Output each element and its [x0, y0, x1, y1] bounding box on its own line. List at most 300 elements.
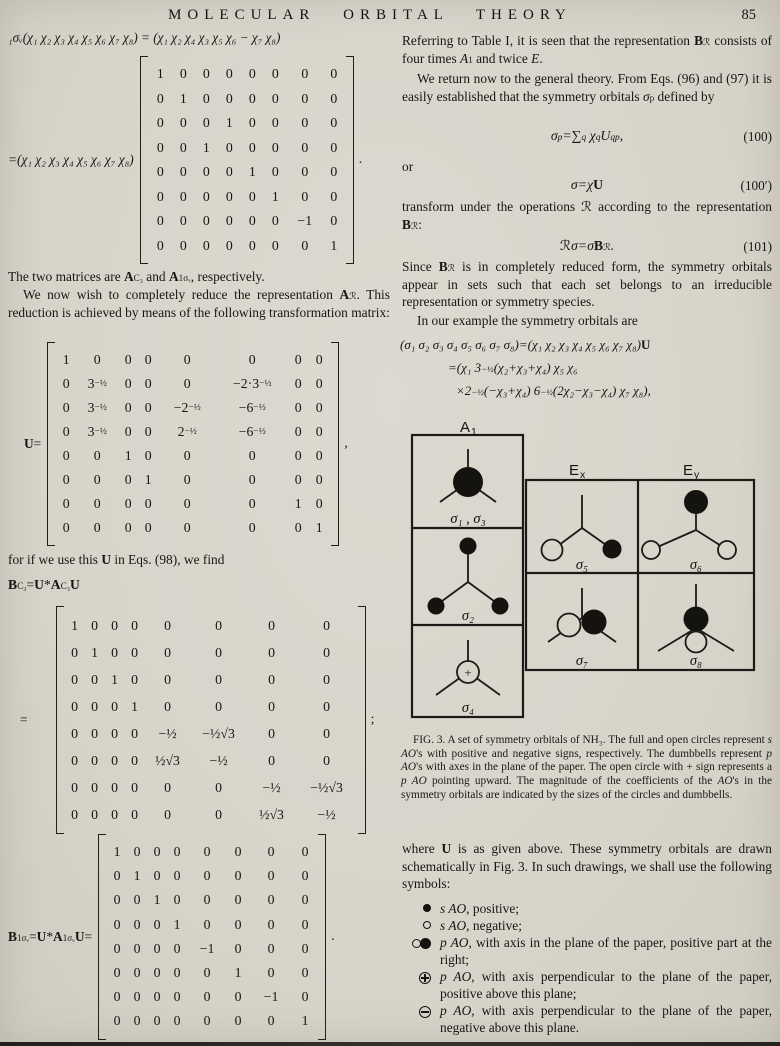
matrix-cell: 0: [131, 644, 139, 660]
matrix-cell: 0: [131, 617, 139, 633]
matrix-cell: 0: [202, 164, 210, 180]
matrix-cell: 0: [271, 213, 279, 229]
matrix-cell: 0: [323, 617, 331, 633]
orbital-sigma2: [428, 538, 509, 615]
equation-matrix-u: [24, 342, 348, 546]
matrix-cell: 0: [323, 644, 331, 660]
filled-circle: [684, 490, 708, 514]
open-circle: [542, 540, 563, 561]
matrix-cell: 0: [124, 496, 132, 511]
matrix-cell: 0: [202, 66, 210, 82]
label-sigma4: σ₄: [461, 700, 475, 716]
matrix-cell: 0: [71, 644, 79, 660]
orbital-sigma6: [642, 490, 736, 559]
matrix-cell: 0: [301, 115, 309, 131]
matrix-cell: 0: [330, 139, 338, 155]
open-circle: [558, 614, 581, 637]
equation-symmetry-orbitals-line3: $\times 2^{-\frac{1}{2}}(-\chi_3+\chi_4)$ $6^{-\frac{1}{2}}(2\chi_2-\chi_3-\chi_4)$ χ₇ χ₈),: [456, 383, 651, 398]
matrix-cell: 0: [173, 965, 181, 981]
matrix-cell: 0: [179, 115, 187, 131]
matrix-cell: 0: [225, 188, 233, 204]
matrix-cell: 0: [164, 806, 172, 822]
equation-101-number: (101): [743, 239, 772, 254]
matrix-cell: 0: [111, 806, 119, 822]
matrix-cell: 0: [164, 779, 172, 795]
matrix-cell: 0: [301, 188, 309, 204]
matrix-cell: 0: [153, 868, 161, 884]
open-circle: [718, 541, 736, 559]
matrix-cell: 0: [131, 725, 139, 741]
matrix-cell: 0: [271, 115, 279, 131]
matrix-punctuation: ;: [370, 712, 375, 727]
matrix-cell: 0: [215, 644, 223, 660]
matrix-cell: −½: [158, 725, 177, 741]
equation-sigma-v-permutation: ₁σᵥ(χ₁ χ₂ χ₃ χ₄ χ₅ χ₆ χ₇ χ₈) = (χ₁ χ₂ χ₄ χ₃ χ₅ χ₆ − χ₇ χ₈): [8, 30, 281, 45]
scan-edge-shadow: [0, 1042, 780, 1046]
matrix-cell: 0: [294, 520, 302, 535]
matrix-cell: 0: [93, 352, 101, 367]
matrix-cell: 0: [271, 139, 279, 155]
matrix-cell: 0: [203, 892, 211, 908]
matrix-cell: 0: [71, 806, 79, 822]
matrix-cell: 0: [301, 139, 309, 155]
matrix-cell: 0: [179, 66, 187, 82]
matrix-punctuation: .: [331, 928, 335, 944]
p-ao-perp-positive-icon: [419, 972, 431, 984]
matrix-cell: 0: [215, 806, 223, 822]
matrix-cell: 0: [179, 213, 187, 229]
matrix-cell: 0: [248, 496, 256, 511]
matrix-cell: 0: [62, 376, 70, 391]
line-for-if-we-use: for if we use this U in Eqs. (98), we find: [8, 552, 225, 567]
matrix-cell: 0: [271, 164, 279, 180]
matrix-cell: 0: [315, 352, 323, 367]
matrix-cell: −2·3 −½: [232, 376, 272, 391]
matrix-cell: 0: [164, 617, 172, 633]
matrix-row-vector-prefix: =(χ₁ χ₂ χ₃ χ₄ χ₅ χ₆ χ₇ χ₈): [8, 152, 134, 167]
matrix-cell: 0: [248, 188, 256, 204]
figure-3-caption: FIG. 3. A set of symmetry orbitals of NH₃. The full and open circles represent s AO's with positive and negative signs, respectively. The dumbbells represent p AO's with axes in the plane of the paper. The open circle with + sign represents a p AO pointing upward. The magnitude of the coefficients of the AO's in the symmetry orbitals are indicated by the sizes of the circles and dumbbells.: [401, 734, 773, 801]
matrix-cell: 0: [215, 617, 223, 633]
matrix-cell: 0: [202, 213, 210, 229]
label-sigma6: σ₆: [689, 557, 703, 573]
matrix-cell: ½√3: [155, 752, 180, 768]
matrix-cell: 0: [294, 400, 302, 415]
orbital-sigma8: [658, 584, 734, 653]
matrix-cell: 0: [248, 115, 256, 131]
equals-sign: =: [20, 712, 28, 727]
filled-circle: [603, 540, 622, 559]
matrix-cell: 0: [133, 1013, 141, 1029]
paragraph-reduce-representation: We now wish to completely reduce the representation $A_ℛ$. This reduction is achieved by means of the following transformation matrix:: [8, 287, 390, 320]
ex-column-header: E: [569, 462, 580, 479]
list-item: [402, 968, 772, 1002]
word-or: or: [402, 159, 414, 174]
matrix-cell: 0: [330, 188, 338, 204]
matrix-cell: 0: [93, 520, 101, 535]
matrix-cell: 3 −½: [87, 424, 107, 439]
ex-column-header-sub: x: [580, 469, 586, 481]
matrix-cell: 0: [91, 617, 99, 633]
matrix-cell: 0: [330, 115, 338, 131]
matrix-cell: 0: [91, 806, 99, 822]
label-sigma5: σ₅: [575, 557, 589, 573]
matrix-cell: 0: [323, 725, 331, 741]
matrix-cell: 0: [91, 779, 99, 795]
matrix-cell: −1: [199, 940, 215, 956]
matrix-cell: 0: [71, 698, 79, 714]
matrix-cell: 0: [133, 989, 141, 1005]
matrix-cell: 0: [144, 496, 152, 511]
matrix-cell: 0: [91, 752, 99, 768]
matrix-cell: 0: [202, 188, 210, 204]
filled-circle: [492, 598, 509, 615]
matrix-cell: 0: [113, 892, 121, 908]
matrix-cell: 0: [248, 520, 256, 535]
matrix-cell: 0: [203, 916, 211, 932]
matrix-cell: 0: [62, 400, 70, 415]
symbol-label: s AO, negative;: [440, 918, 522, 933]
list-item: [402, 917, 772, 934]
label-sigma8: σ₈: [689, 653, 703, 669]
matrix-cell: 0: [248, 448, 256, 463]
matrix-cell: 0: [93, 448, 101, 463]
matrix-cell: 0: [248, 237, 256, 253]
matrix-cell: 0: [131, 671, 139, 687]
matrix-cell: 0: [315, 472, 323, 487]
matrix-a1sigmav: [140, 56, 354, 264]
matrix-cell: 0: [179, 139, 187, 155]
matrix-cell: 1: [330, 237, 338, 253]
matrix-cell: 1: [91, 644, 99, 660]
matrix-cell: 0: [131, 752, 139, 768]
matrix-cell: 0: [202, 115, 210, 131]
matrix-cell: 0: [153, 940, 161, 956]
matrix-cell: 0: [267, 892, 275, 908]
matrix-cell: 0: [179, 237, 187, 253]
matrix-cell: 0: [179, 164, 187, 180]
matrix-cell: 0: [315, 400, 323, 415]
matrix-cell: 0: [164, 698, 172, 714]
figure-3-drawing: [400, 420, 772, 732]
matrix-cell: 0: [330, 90, 338, 106]
matrix-cell: 0: [93, 496, 101, 511]
matrix-cell: 0: [234, 916, 242, 932]
open-circle: [642, 541, 660, 559]
equation-bc3-definition: $B_{C_3}=U*A_{C_3}U$: [8, 577, 80, 592]
matrix-cell: 2 −½: [177, 424, 197, 439]
matrix-cell: 0: [248, 139, 256, 155]
matrix-cell: 0: [301, 892, 309, 908]
s-ao-positive-icon: [423, 904, 431, 912]
matrix-cell: 0: [144, 352, 152, 367]
filled-circle: [582, 610, 607, 635]
matrix-cell: 0: [133, 965, 141, 981]
equation-100: [402, 128, 772, 144]
matrix-cell: 0: [93, 472, 101, 487]
matrix-cell: 0: [301, 66, 309, 82]
matrix-cell: −2 −½: [173, 400, 201, 415]
matrix-bc3: [56, 606, 366, 834]
label-sigma7: σ₇: [575, 653, 589, 669]
matrix-cell: 0: [124, 352, 132, 367]
matrix-cell: 0: [203, 1013, 211, 1029]
orbital-sigma5: [542, 495, 622, 561]
matrix-cell: 0: [248, 352, 256, 367]
matrix-cell: 0: [215, 698, 223, 714]
matrix-cell: 0: [301, 965, 309, 981]
orbital-sigma1-sigma3: [440, 449, 496, 502]
matrix-cell: 3 −½: [87, 376, 107, 391]
matrix-cell: 0: [203, 965, 211, 981]
paragraph-since-reduced-form: Since $B_ℛ$ is in completely reduced form, the symmetry orbitals appear in sets such that each set belongs to an irreducible representation or symmetry species.: [402, 259, 772, 310]
matrix-cell: 1: [315, 520, 323, 535]
equation-symmetry-orbitals-line2: =(χ₁ $3^{-\frac{1}{2}}(\chi_2+\chi_3+\chi_4)$ χ₅ χ₆: [448, 360, 578, 375]
matrix-cell: 0: [294, 352, 302, 367]
symbol-label: p AO, with axis in the plane of the paper, positive part at the right;: [440, 935, 772, 967]
a1-column-header: A: [460, 420, 471, 436]
matrix-cell: 0: [225, 139, 233, 155]
matrix-cell: 0: [71, 779, 79, 795]
matrix-cell: 0: [156, 90, 164, 106]
matrix-cell: 0: [113, 940, 121, 956]
matrix-cell: 0: [271, 90, 279, 106]
matrix-cell: 0: [91, 725, 99, 741]
matrix-cell: 1: [173, 916, 181, 932]
matrix-cell: 0: [156, 237, 164, 253]
paragraph-in-our-example: In our example the symmetry orbitals are: [417, 313, 638, 328]
open-circle: [686, 632, 707, 653]
matrix-cell: 0: [113, 868, 121, 884]
matrix-cell: 0: [315, 376, 323, 391]
matrix-cell: 0: [301, 90, 309, 106]
matrix-cell: 0: [173, 989, 181, 1005]
matrix-cell: 0: [268, 644, 276, 660]
matrix-cell: 0: [133, 844, 141, 860]
matrix-cell: 1: [133, 868, 141, 884]
equation-matrix-b1sigmav: [8, 834, 335, 1040]
equation-matrix-a1sigmav: [8, 56, 362, 264]
matrix-cell: 0: [156, 164, 164, 180]
matrix-cell: 0: [248, 213, 256, 229]
a1-column-header-sub: 1: [471, 426, 477, 438]
paragraph-referring-table1: Referring to Table I, it is seen that the representation $B_ℛ$ consists of four times $A_1$ and twice E.: [402, 33, 772, 66]
equation-100-body: $\sigma_p=\sum_q$ $\chi_qU_{qp}$,: [550, 128, 624, 143]
matrix-cell: 0: [234, 1013, 242, 1029]
matrix-cell: 0: [153, 965, 161, 981]
matrix-cell: 0: [113, 965, 121, 981]
matrix-cell: 0: [234, 892, 242, 908]
matrix-u: [47, 342, 339, 546]
equation-100-prime-number: (100′): [740, 178, 772, 193]
matrix-cell: 0: [202, 90, 210, 106]
matrix-cell: 0: [124, 376, 132, 391]
matrix-cell: 0: [124, 400, 132, 415]
matrix-cell: ½√3: [259, 806, 284, 822]
plus-sign: +: [464, 665, 472, 680]
matrix-cell: 0: [111, 752, 119, 768]
matrix-cell: 0: [173, 844, 181, 860]
matrix-cell: 0: [183, 448, 191, 463]
matrix-cell: 0: [179, 188, 187, 204]
matrix-cell: 0: [183, 352, 191, 367]
matrix-cell: 0: [315, 448, 323, 463]
matrix-cell: 0: [315, 496, 323, 511]
matrix-cell: 0: [294, 424, 302, 439]
matrix-cell: 0: [294, 472, 302, 487]
matrix-cell: 0: [164, 644, 172, 660]
matrix-cell: 0: [164, 671, 172, 687]
matrix-cell: 0: [111, 698, 119, 714]
equation-symmetry-orbitals-line1: (σ₁ σ₂ σ₃ σ₄ σ₅ σ₆ σ₇ σ₈)=(χ₁ χ₂ χ₃ χ₄ χ₅ χ₆ χ₇ χ₈)U: [400, 337, 651, 352]
matrix-cell: −½: [317, 806, 336, 822]
matrix-cell: 1: [144, 472, 152, 487]
equation-matrix-bc3: [20, 606, 374, 834]
matrix-cell: 0: [183, 496, 191, 511]
matrix-cell: 0: [315, 424, 323, 439]
matrix-cell: 0: [111, 644, 119, 660]
matrix-cell: 0: [267, 940, 275, 956]
matrix-cell: 1: [156, 66, 164, 82]
matrix-cell: 0: [153, 916, 161, 932]
matrix-cell: 0: [234, 868, 242, 884]
matrix-cell: 0: [330, 66, 338, 82]
ey-column-header: E: [683, 462, 694, 479]
matrix-b1sigmav-label: $B_{1\sigma ᵥ}=U*A_{1\sigma ᵥ}U=$: [8, 928, 93, 944]
equation-100-number: (100): [743, 129, 772, 144]
matrix-cell: 0: [91, 671, 99, 687]
matrix-cell: 0: [268, 671, 276, 687]
matrix-cell: 1: [234, 965, 242, 981]
figure-3: [400, 420, 772, 732]
matrix-cell: 1: [248, 164, 256, 180]
matrix-cell: 1: [225, 115, 233, 131]
matrix-cell: 0: [271, 237, 279, 253]
matrix-b1sigmav: [98, 834, 326, 1040]
matrix-cell: 0: [267, 844, 275, 860]
matrix-cell: 0: [153, 844, 161, 860]
matrix-cell: 1: [202, 139, 210, 155]
matrix-cell: 0: [225, 90, 233, 106]
matrix-cell: 0: [111, 779, 119, 795]
matrix-cell: 0: [153, 1013, 161, 1029]
matrix-cell: 0: [71, 752, 79, 768]
matrix-cell: 0: [202, 237, 210, 253]
paragraph-two-matrices: The two matrices are $A_{C_3}$ and $A_{1\sigma ᵥ}$, respectively.: [8, 269, 265, 284]
p-ao-in-plane-icon: [412, 938, 431, 949]
matrix-cell: 0: [248, 90, 256, 106]
matrix-cell: −6 −½: [238, 424, 266, 439]
label-sigma1-sigma3: σ₁ , σ₃: [450, 511, 486, 527]
matrix-cell: 0: [71, 725, 79, 741]
matrix-cell: 0: [173, 940, 181, 956]
matrix-cell: 0: [156, 213, 164, 229]
symbol-label: p AO, with axis perpendicular to the plane of the paper, negative above this plane.: [440, 1003, 773, 1035]
matrix-cell: 0: [323, 698, 331, 714]
matrix-cell: 0: [234, 940, 242, 956]
matrix-cell: 0: [301, 237, 309, 253]
orbital-sigma7: [548, 588, 616, 642]
matrix-cell: 0: [133, 940, 141, 956]
matrix-cell: 0: [133, 916, 141, 932]
matrix-punctuation: ,: [344, 436, 348, 451]
matrix-cell: 0: [267, 965, 275, 981]
matrix-cell: 0: [62, 424, 70, 439]
paragraph-return-general-theory: We return now to the general theory. From Eqs. (96) and (97) it is easily established that the symmetry orbitals $\sigma_p$ defined by: [402, 71, 772, 104]
matrix-cell: 0: [111, 617, 119, 633]
matrix-cell: 0: [131, 806, 139, 822]
matrix-cell: −1: [263, 989, 279, 1005]
matrix-cell: 0: [124, 520, 132, 535]
matrix-cell: 1: [71, 617, 79, 633]
matrix-cell: 0: [301, 868, 309, 884]
matrix-cell: 0: [113, 916, 121, 932]
matrix-cell: 0: [113, 1013, 121, 1029]
matrix-cell: 1: [113, 844, 121, 860]
matrix-cell: 0: [225, 66, 233, 82]
list-item: [402, 934, 772, 968]
matrix-cell: 0: [271, 66, 279, 82]
matrix-cell: 0: [156, 188, 164, 204]
matrix-cell: 0: [183, 520, 191, 535]
matrix-cell: 0: [330, 213, 338, 229]
matrix-cell: 0: [62, 448, 70, 463]
equation-101-body: $ℛ\sigma=\sigma B_ℛ$.: [559, 238, 615, 253]
matrix-cell: 0: [144, 400, 152, 415]
matrix-cell: 1: [153, 892, 161, 908]
matrix-punctuation: .: [358, 152, 363, 167]
matrix-cell: 0: [248, 66, 256, 82]
matrix-cell: 0: [267, 868, 275, 884]
matrix-cell: 0: [330, 164, 338, 180]
page-number: 85: [741, 7, 756, 23]
matrix-cell: 1: [111, 671, 119, 687]
matrix-cell: 0: [144, 376, 152, 391]
matrix-cell: 0: [131, 779, 139, 795]
matrix-cell: 1: [131, 698, 139, 714]
matrix-cell: −½: [209, 752, 228, 768]
matrix-cell: 0: [301, 164, 309, 180]
matrix-cell: 1: [62, 352, 70, 367]
list-item: [402, 1002, 772, 1036]
matrix-cell: −½√3: [202, 725, 235, 741]
matrix-cell: 0: [323, 671, 331, 687]
symbol-label: s AO, positive;: [440, 901, 519, 916]
matrix-cell: 0: [183, 376, 191, 391]
matrix-cell: 0: [144, 520, 152, 535]
matrix-cell: 0: [111, 725, 119, 741]
matrix-cell: 0: [225, 237, 233, 253]
matrix-cell: 0: [301, 940, 309, 956]
equation-100-prime-body: σ=χU: [570, 177, 604, 192]
matrix-cell: 0: [203, 989, 211, 1005]
filled-circle: [428, 598, 445, 615]
equation-101: [402, 238, 772, 254]
matrix-cell: 1: [124, 448, 132, 463]
ey-column-header-sub: y: [694, 469, 700, 481]
matrix-cell: 0: [71, 671, 79, 687]
paragraph-where-u: where U is as given above. These symmetry orbitals are drawn schematically in Fig. 3. In such drawings, we shall use the following symbols:: [402, 841, 773, 892]
matrix-cell: −½√3: [310, 779, 343, 795]
matrix-cell: 1: [271, 188, 279, 204]
running-head-title: MOLECULAR ORBITAL THEORY: [168, 7, 572, 23]
matrix-cell: 0: [124, 424, 132, 439]
symbol-label: p AO, with axis perpendicular to the plane of the paper, positive above this plane;: [440, 969, 773, 1001]
list-item: [402, 900, 772, 917]
equation-100-prime: [402, 177, 772, 193]
matrix-cell: 0: [124, 472, 132, 487]
matrix-cell: 0: [183, 472, 191, 487]
